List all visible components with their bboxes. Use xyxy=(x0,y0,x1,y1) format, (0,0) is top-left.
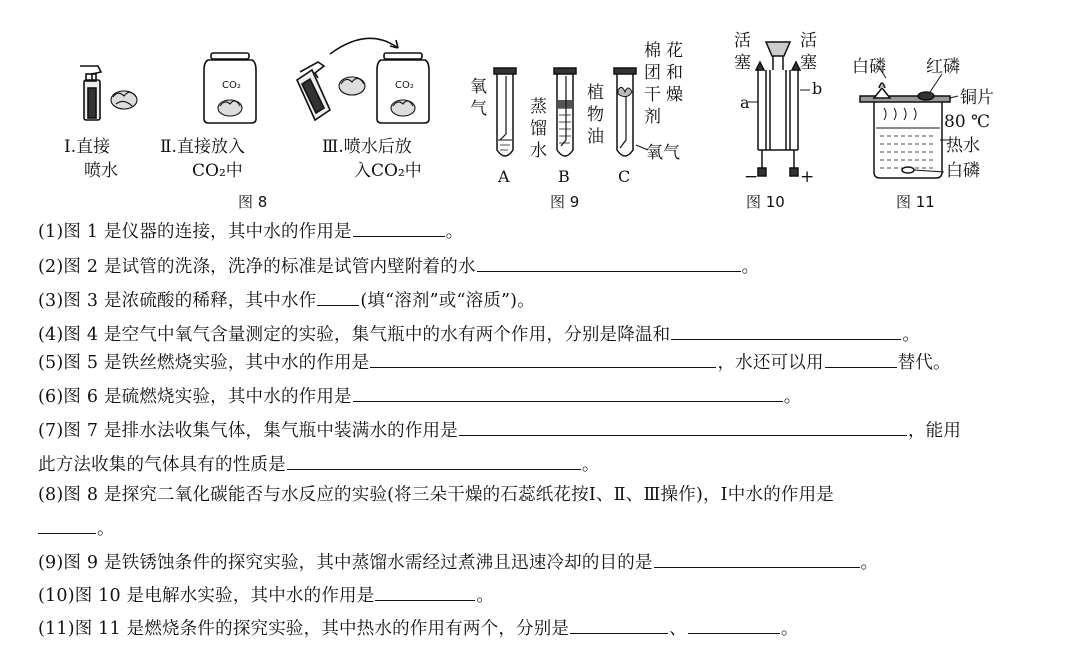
fig8-panel3-label: Ⅲ.喷水后放 xyxy=(322,137,412,157)
fig10-minus: − xyxy=(744,167,759,187)
test-tube-c xyxy=(614,68,648,156)
fig9-labels xyxy=(470,41,683,186)
fig9-oil-2: 物 xyxy=(587,105,604,125)
answer-blank[interactable] xyxy=(477,254,741,272)
answer-blank[interactable] xyxy=(570,616,668,634)
question-7 xyxy=(38,418,961,443)
question-text: (4)图 4 是空气中氧气含量测定的实验，集气瓶中的水有两个作用，分别是降温和 xyxy=(38,325,671,345)
fig10-plus: + xyxy=(800,167,815,187)
fig8-panel1-label: Ⅰ.直接 xyxy=(64,137,111,157)
answer-blank[interactable] xyxy=(317,288,359,306)
fig11-white-phosphorus-bottom: 白磷 xyxy=(946,161,980,181)
question-text: (9)图 9 是铁锈蚀条件的探究实验，其中蒸馏水需经过煮沸且迅速冷却的目的是 xyxy=(38,553,653,573)
fig9-distilled-1: 蒸 xyxy=(530,97,547,117)
spray-bottle-icon xyxy=(80,66,101,120)
question-text: 。 xyxy=(902,325,921,345)
paper-flower-icon xyxy=(339,77,365,95)
jar-label: CO₂ xyxy=(222,80,241,91)
fig8-panel2-label: Ⅱ.直接放入 xyxy=(160,137,245,157)
question-text: 。 xyxy=(741,257,760,277)
question-text: (6)图 6 是硫燃烧实验，其中水的作用是 xyxy=(38,387,352,407)
fig9-cotton-2: 团 xyxy=(644,63,661,83)
fig10-tube-b: b xyxy=(812,79,823,98)
answer-blank[interactable] xyxy=(353,384,783,402)
question-text: (8)图 8 是探究二氧化碳能否与水反应的实验(将三朵干燥的石蕊纸花按Ⅰ、Ⅱ、Ⅲ操作)，Ⅰ中水的作用是 xyxy=(38,485,834,505)
fig8-panel1-label-2: 喷水 xyxy=(84,161,118,181)
answer-blank[interactable] xyxy=(287,452,581,470)
fig9-cotton-4: 剂 xyxy=(644,107,661,127)
question-text: (5)图 5 是铁丝燃烧实验，其中水的作用是 xyxy=(38,353,370,373)
question-text: 。 xyxy=(97,519,115,539)
fig8-panel2-label-2: CO₂中 xyxy=(192,161,243,181)
fig9-oxygen-c: 氧气 xyxy=(646,143,680,163)
answer-blank[interactable] xyxy=(825,350,897,368)
question-text: 。 xyxy=(581,455,600,475)
question-11 xyxy=(38,616,799,641)
fig10-left-valve-1: 活 xyxy=(734,31,751,51)
fig11-white-phosphorus-top: 白磷 xyxy=(852,57,886,77)
fig9-oxygen-a-1: 氧 xyxy=(470,77,487,97)
question-text: (1)图 1 是仪器的连接，其中水的作用是 xyxy=(38,222,352,242)
question-7-line-2 xyxy=(38,452,600,477)
question-4 xyxy=(38,322,920,347)
fig9-cotton-3: 干 xyxy=(644,85,661,105)
fig10-right-valve-1: 活 xyxy=(800,31,817,51)
fig10-left-valve-2: 塞 xyxy=(734,53,751,73)
question-text: ，水还可以用 xyxy=(717,353,824,373)
paper-flower-icon xyxy=(111,91,137,109)
question-6 xyxy=(38,384,801,409)
fig10-tube-a: a xyxy=(740,93,750,112)
question-text: (10)图 10 是电解水实验，其中水的作用是 xyxy=(38,586,375,606)
answer-blank[interactable] xyxy=(459,418,907,436)
fig11-red-phosphorus: 红磷 xyxy=(926,57,960,77)
fig9-flower-2: 和 xyxy=(666,63,683,83)
fig11-copper-sheet: 铜片 xyxy=(960,88,994,108)
jar-icon xyxy=(377,53,429,123)
question-text: ，能用 xyxy=(907,421,962,441)
answer-blank[interactable] xyxy=(38,516,96,534)
answer-blank[interactable] xyxy=(370,350,716,368)
question-text: (3)图 3 是浓硫酸的稀释，其中水作 xyxy=(38,291,317,311)
fig9-oil-1: 植 xyxy=(587,83,604,103)
fig10-caption: 图 10 xyxy=(746,193,785,211)
fig9-caption: 图 9 xyxy=(550,193,580,211)
fig9-oil-3: 油 xyxy=(587,127,604,147)
question-text: (2)图 2 是试管的洗涤，洗净的标准是试管内壁附着的水 xyxy=(38,257,476,277)
fig11-caption: 图 11 xyxy=(896,193,935,211)
question-9 xyxy=(38,550,878,575)
paper-flower-icon xyxy=(391,100,415,116)
fig9-oxygen-a-2: 气 xyxy=(470,99,487,119)
spray-bottle-icon xyxy=(297,62,330,120)
answer-blank[interactable] xyxy=(353,219,445,237)
fig9-distilled-3: 水 xyxy=(530,141,547,161)
answer-blank[interactable] xyxy=(654,550,860,568)
question-1 xyxy=(38,219,463,244)
test-tube-b xyxy=(554,68,576,156)
question-3 xyxy=(38,288,535,313)
question-text: 、 xyxy=(669,619,687,639)
fig9-flower-1: 花 xyxy=(666,41,683,61)
question-text: 。 xyxy=(783,387,802,407)
test-tube-a xyxy=(494,68,516,156)
fig9-cotton-1: 棉 xyxy=(644,41,661,61)
fig8-caption: 图 8 xyxy=(238,193,268,211)
fig9-label-b: B xyxy=(558,167,570,186)
jar-label: CO₂ xyxy=(395,80,414,91)
question-text: 。 xyxy=(445,222,464,242)
question-8 xyxy=(38,483,834,507)
fig9-label-a: A xyxy=(498,167,510,186)
figure-9 xyxy=(494,68,648,156)
fig8-panel3-label-2: 入CO₂中 xyxy=(354,161,422,181)
paper-flower-icon xyxy=(218,100,242,116)
answer-blank[interactable] xyxy=(688,616,780,634)
fig9-flower-3: 燥 xyxy=(666,85,683,105)
question-text: (7)图 7 是排水法收集气体，集气瓶中装满水的作用是 xyxy=(38,421,458,441)
question-text: 此方法收集的气体具有的性质是 xyxy=(38,455,286,475)
question-text: 替代。 xyxy=(897,353,951,373)
fig11-temperature: 80 ℃ xyxy=(944,112,991,132)
arrow-icon xyxy=(330,38,398,54)
figure-8 xyxy=(80,38,429,123)
question-10 xyxy=(38,583,494,608)
answer-blank[interactable] xyxy=(671,322,901,340)
question-text: 。 xyxy=(860,553,879,573)
jar-icon xyxy=(204,53,256,123)
question-8-line-2 xyxy=(38,516,115,541)
answer-blank[interactable] xyxy=(375,583,475,601)
fig9-label-c: C xyxy=(618,167,631,186)
question-2 xyxy=(38,254,759,279)
fig11-hot-water: 热水 xyxy=(946,136,980,156)
question-text: 。 xyxy=(780,619,799,639)
question-text: (填“溶剂”或“溶质”)。 xyxy=(360,291,535,311)
question-text: 。 xyxy=(476,586,495,606)
fig9-distilled-2: 馏 xyxy=(530,119,547,139)
fig10-right-valve-2: 塞 xyxy=(800,53,817,73)
question-5 xyxy=(38,350,951,375)
question-text: (11)图 11 是燃烧条件的探究实验，其中热水的作用有两个，分别是 xyxy=(38,619,570,639)
experiment-figures xyxy=(0,0,1079,215)
